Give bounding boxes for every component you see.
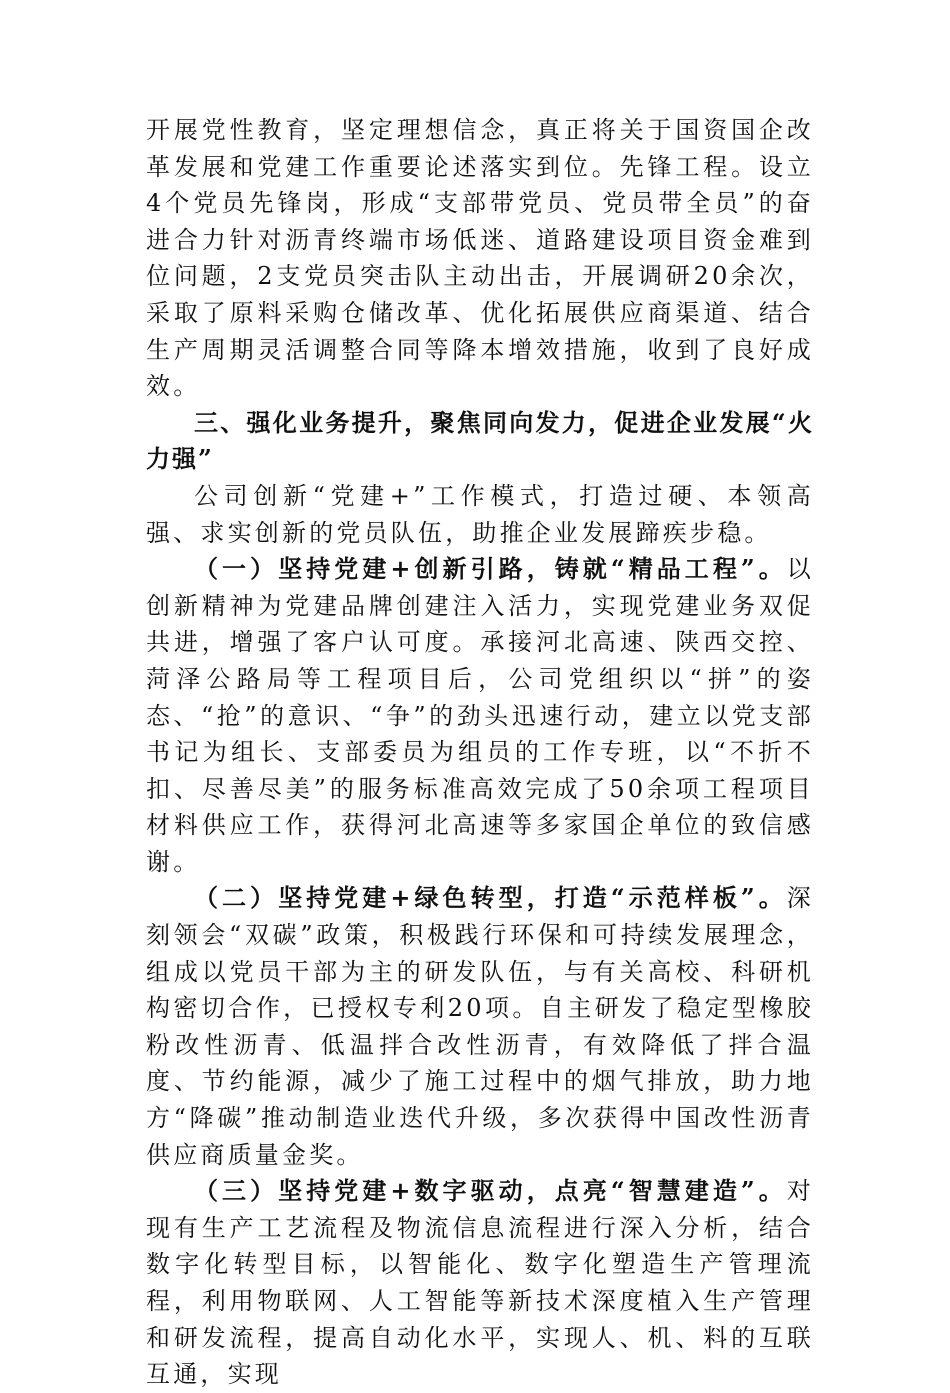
item-3-body: 对现有生产工艺流程及物流信息流程进行深入分析，结合数字化转型目标，以智能化、数字化塑造生产管理流程，利用物联网、人工智能等新技术深度植入生产管理和研发流程，提高自动化水平，实现人、机、料的互联互通，实现 — [146, 1177, 814, 1389]
item-3-paragraph — [146, 1173, 814, 1393]
item-1-lead: （一）坚持党建+创新引路，铸就“精品工程”。 — [194, 554, 787, 584]
item-1-paragraph — [146, 551, 814, 880]
paragraph-continuation: 开展党性教育，坚定理想信念，真正将关于国资国企改革发展和党建工作重要论述落实到位。先锋工程。设立4个党员先锋岗，形成“支部带党员、党员带全员”的奋进合力针对沥青终端市场低迷、道路建设项目资金难到位问题，2支党员突击队主动出击，开展调研20余次，采取了原料采购仓储改革、优化拓展供应商渠道、结合生产周期灵活调整合同等降本增效措施，收到了良好成效。 — [146, 116, 814, 401]
item-2-lead: （二）坚持党建+绿色转型，打造“示范样板”。 — [194, 883, 787, 913]
section-3-intro: 公司创新“党建+”工作模式，打造过硬、本领高强、求实创新的党员队伍，助推企业发展蹄疾步稳。 — [146, 481, 814, 547]
item-2-body: 深刻领会“双碳”政策，积极践行环保和可持续发展理念，组成以党员干部为主的研发队伍，与有关高校、科研机构密切合作，已授权专利20项。自主研发了稳定型橡胶粉改性沥青、低温拌合改性沥青，有效降低了拌合温度、节约能源，减少了施工过程中的烟气排放，助力地方“降碳”推动制造业迭代升级，多次获得中国改性沥青供应商质量金奖。 — [146, 884, 814, 1169]
section-3-heading: 三、强化业务提升，聚焦同向发力，促进企业发展“火力强” — [146, 407, 814, 474]
item-1-body: 以创新精神为党建品牌创建注入活力，实现党建业务双促共进，增强了客户认可度。承接河北高速、陕西交控、菏泽公路局等工程项目后，公司党组织以“拼”的姿态、“抢”的意识、“争”的劲头迅速行动，建立以党支部书记为组长、支部委员为组员的工作专班，以“不折不扣、尽善尽美”的服务标准高效完成了50余项工程项目材料供应工作，获得河北高速等多家国企单位的致信感谢。 — [146, 555, 814, 876]
item-3-lead: （三）坚持党建+数字驱动，点亮“智慧建造”。 — [194, 1176, 787, 1206]
document-body — [146, 112, 814, 1393]
item-2-paragraph — [146, 880, 814, 1173]
